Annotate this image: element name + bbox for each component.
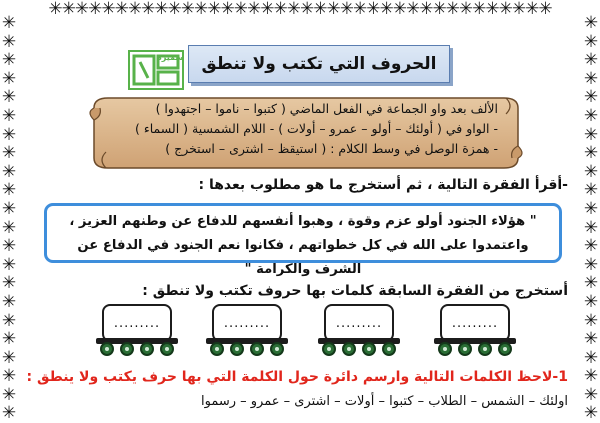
instruction-text: -أقرأ الفقرة التالية ، ثم أستخرج ما هو مطلوب بعدها : <box>198 177 568 193</box>
train-wagon[interactable] <box>434 304 516 356</box>
wheel-icon <box>362 342 376 356</box>
wagon-answer-blank[interactable]: ......... <box>223 315 271 331</box>
wheel-icon <box>322 342 336 356</box>
passage-box: " هؤلاء الجنود أولو عزم وقوة ، وهبوا أنفسهم للدفاع عن وطنهم العزيز ، واعتمدوا على الله في كل خطواتهم ، فكانوا نعم الجنود في الدفاع عن الشرف والكرامة " <box>44 203 562 263</box>
star-border-top: ✳✳✳✳✳✳✳✳✳✳✳✳✳✳✳✳✳✳✳✳✳✳✳✳✳✳✳✳✳✳✳✳✳✳✳✳✳✳ <box>48 0 552 19</box>
wheel-icon <box>342 342 356 356</box>
train-wagon[interactable] <box>96 304 178 356</box>
wheel-icon <box>270 342 284 356</box>
wheel-icon <box>160 342 174 356</box>
rule-line: - همزة الوصل في وسط الكلام : ( استيقظ – اشترى – استخرج ) <box>165 141 498 156</box>
wheel-icon <box>140 342 154 356</box>
star-border-left: ✳ ✳ ✳ ✳ ✳ ✳ ✳ ✳ ✳ ✳ ✳ ✳ ✳ ✳ ✳ ✳ ✳ ✳ ✳ ✳ ✳ ✳ <box>1 13 17 423</box>
wagon-answer-blank[interactable]: ......... <box>451 315 499 331</box>
wheel-icon <box>458 342 472 356</box>
train-wagon[interactable] <box>206 304 288 356</box>
train-wagon[interactable] <box>318 304 400 356</box>
wheel-icon <box>382 342 396 356</box>
partial-word-line: اولئك – الشمس – الطلاب – كتبوا – أولات – اشترى – عمرو – رسموا <box>201 394 568 409</box>
wheel-icon <box>100 342 114 356</box>
wheel-icon <box>438 342 452 356</box>
title-banner <box>188 45 450 83</box>
logo-text: سميرة <box>157 53 184 62</box>
rule-line: - الواو في ( أولئك – أولو – عمرو – أولات ) - اللام الشمسية ( السماء ) <box>134 121 498 136</box>
rule-line: الألف بعد واو الجماعة في الفعل الماضي ( كتبوا – ناموا – اجتهدوا ) <box>155 101 498 116</box>
rules-scroll <box>86 92 526 172</box>
extract-prompt: أستخرج من الفقرة السابقة كلمات بها حروف تكتب ولا تنطق : <box>142 283 568 299</box>
wheel-icon <box>250 342 264 356</box>
wheel-icon <box>478 342 492 356</box>
star-border-right: ✳ ✳ ✳ ✳ ✳ ✳ ✳ ✳ ✳ ✳ ✳ ✳ ✳ ✳ ✳ ✳ ✳ ✳ ✳ ✳ ✳ ✳ <box>583 13 599 423</box>
wheel-icon <box>230 342 244 356</box>
wagon-answer-blank[interactable]: ......... <box>335 315 383 331</box>
wheel-icon <box>120 342 134 356</box>
wheel-icon <box>210 342 224 356</box>
question-text: 1-لاحظ الكلمات التالية وارسم دائرة حول الكلمة التي بها حرف يكتب ولا ينطق : <box>26 369 568 385</box>
wheel-icon <box>498 342 512 356</box>
wagon-answer-blank[interactable]: ......... <box>113 315 161 331</box>
page-title: الحروف التي تكتب ولا تنطق <box>201 54 437 74</box>
logo-icon <box>128 50 184 90</box>
